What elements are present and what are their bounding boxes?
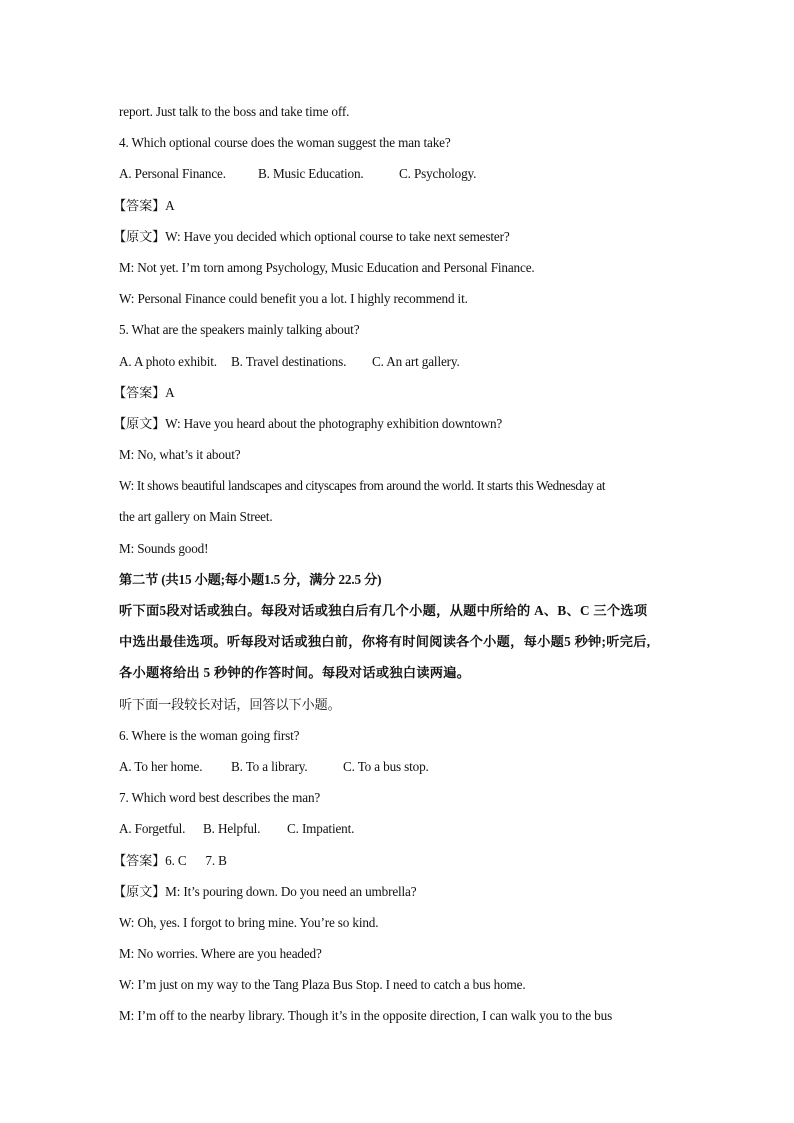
option-b: B. To a library. xyxy=(231,758,308,774)
transcript-line: 【原文】W: Have you heard about the photography exhibition downtown? xyxy=(113,415,503,431)
transcript-line: W: Oh, yes. I forgot to bring mine. You’re so kind. xyxy=(119,914,379,930)
question-4: 4. Which optional course does the woman suggest the man take? xyxy=(119,135,451,151)
question-6: 6. Where is the woman going first? xyxy=(119,727,300,743)
question-7-options xyxy=(119,818,684,849)
transcript-line: 【原文】M: It’s pouring down. Do you need an umbrella? xyxy=(113,883,417,899)
answer-line: 【答案】A xyxy=(113,384,175,400)
dialog-intro: 听下面一段较长对话，回答以下小题。 xyxy=(119,696,341,712)
transcript-line: W: Personal Finance could benefit you a lot. I highly recommend it. xyxy=(119,291,468,307)
transcript-line: M: I’m off to the nearby library. Though it’s in the opposite direction, I can walk you to the bus xyxy=(119,1008,613,1024)
option-a: A. Forgetful. xyxy=(119,821,186,837)
question-5: 5. What are the speakers mainly talking about? xyxy=(119,322,360,338)
transcript-line: M: Not yet. I’m torn among Psychology, Music Education and Personal Finance. xyxy=(119,259,535,275)
option-a: A. To her home. xyxy=(119,758,203,774)
transcript-line: W: It shows beautiful landscapes and cityscapes from around the world. It starts this Wednesday at xyxy=(119,478,606,494)
question-7: 7. Which word best describes the man? xyxy=(119,790,321,806)
option-b: B. Helpful. xyxy=(203,821,261,837)
option-a: A. A photo exhibit. xyxy=(119,353,217,369)
option-c: C. Psychology. xyxy=(399,166,477,182)
document-page xyxy=(113,101,684,1037)
option-c: C. An art gallery. xyxy=(372,353,460,369)
transcript-line: the art gallery on Main Street. xyxy=(119,509,273,525)
section-instructions: 听下面5段对话或独白。每段对话或独白后有几个小题，从题中所给的 A、B、C 三个选项 xyxy=(119,603,648,618)
section-title: 第二节 (共15 小题;每小题1.5 分，满分 22.5 分) xyxy=(119,571,382,587)
option-b: B. Travel destinations. xyxy=(231,353,347,369)
transcript-line: 【原文】W: Have you decided which optional course to take next semester? xyxy=(113,228,510,244)
question-6-options xyxy=(119,756,684,787)
answer-line: 【答案】A xyxy=(113,197,175,213)
option-c: C. To a bus stop. xyxy=(343,758,429,774)
transcript-line: M: No, what’s it about? xyxy=(119,447,241,463)
question-5-options xyxy=(119,351,684,382)
transcript-line: W: I’m just on my way to the Tang Plaza Bus Stop. I need to catch a bus home. xyxy=(119,977,526,993)
transcript-line: M: Sounds good! xyxy=(119,540,209,556)
option-a: A. Personal Finance. xyxy=(119,166,226,182)
text-line: report. Just talk to the boss and take time off. xyxy=(119,104,350,119)
option-b: B. Music Education. xyxy=(258,166,364,182)
answer-line: 【答案】6. C 7. B xyxy=(113,852,227,868)
section-instructions: 中选出最佳选项。听每段对话或独白前，你将有时间阅读各个小题，每小题5 秒钟;听完后, xyxy=(119,634,651,650)
transcript-line: M: No worries. Where are you headed? xyxy=(119,946,322,962)
option-c: C. Impatient. xyxy=(287,821,355,837)
section-instructions: 各小题将给出 5 秒钟的作答时间。每段对话或独白读两遍。 xyxy=(119,665,471,681)
question-4-options xyxy=(119,163,684,194)
